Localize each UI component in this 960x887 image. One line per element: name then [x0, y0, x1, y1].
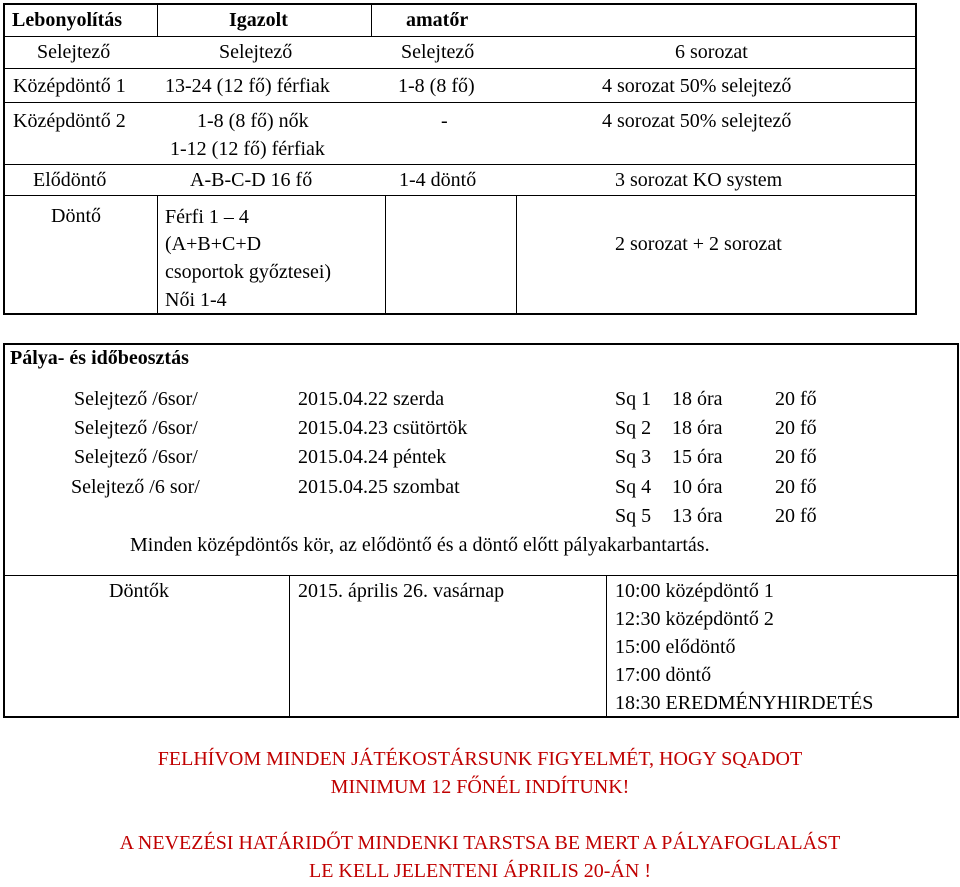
row3-igazolt-women: 1-8 (8 fő) nők	[197, 110, 309, 132]
finals-item-3: 15:00 elődöntő	[615, 636, 736, 658]
sched-row4-court: Sq 4	[615, 476, 652, 498]
sched-row2-date: 2015.04.23 csütörtök	[298, 417, 468, 439]
sched-row2-time: 18 óra	[672, 417, 723, 439]
sched-row2-label: Selejtező /6sor/	[74, 417, 198, 439]
row1-stage: Selejtező	[37, 41, 111, 63]
header-lebonyolitas: Lebonyolítás	[12, 9, 123, 31]
sched-row5-count: 20 fő	[775, 505, 817, 527]
sched-row3-court: Sq 3	[615, 446, 652, 468]
sched-row2-count: 20 fő	[775, 417, 817, 439]
row2-format: 4 sorozat 50% selejtező	[602, 75, 792, 97]
sched-row4-count: 20 fő	[775, 476, 817, 498]
sched-row5-court: Sq 5	[615, 505, 652, 527]
finals-date: 2015. április 26. vasárnap	[298, 580, 505, 602]
sched-row1-court: Sq 1	[615, 388, 652, 410]
row1-format: 6 sorozat	[675, 41, 748, 63]
row2-igazolt: 13-24 (12 fő) férfiak	[165, 75, 330, 97]
row3-stage: Középdöntő 2	[13, 110, 126, 132]
row3-amator: -	[441, 110, 448, 132]
row3-format: 4 sorozat 50% selejtező	[602, 110, 792, 132]
row5-stage: Döntő	[51, 205, 101, 227]
row5-line3: csoportok győztesei)	[165, 261, 332, 283]
finals-item-2: 12:30 középdöntő 2	[615, 608, 774, 630]
row4-format: 3 sorozat KO system	[615, 169, 783, 191]
notice-2-line-1: A NEVEZÉSI HATÁRIDŐT MINDENKI TARSTSA BE MERT A PÁLYAFOGLALÁST	[119, 832, 841, 854]
row3-igazolt-men: 1-12 (12 fő) férfiak	[170, 138, 325, 160]
schedule-title: Pálya- és időbeosztás	[10, 347, 189, 369]
row5-format: 2 sorozat + 2 sorozat	[615, 233, 782, 255]
notice-1-line-2: MINIMUM 12 FŐNÉL INDÍTUNK!	[330, 776, 630, 798]
row1-amator: Selejtező	[401, 41, 475, 63]
maintenance-note: Minden középdöntős kör, az elődöntő és a döntő előtt pályakarbantartás.	[130, 534, 710, 556]
sched-row4-label: Selejtező /6 sor/	[71, 476, 200, 498]
sched-row1-time: 18 óra	[672, 388, 723, 410]
sched-row1-label: Selejtező /6sor/	[74, 388, 198, 410]
row4-stage: Elődöntő	[33, 169, 107, 191]
header-igazolt: Igazolt	[229, 9, 288, 31]
sched-row3-label: Selejtező /6sor/	[74, 446, 198, 468]
sched-row5-time: 13 óra	[672, 505, 723, 527]
finals-item-4: 17:00 döntő	[615, 664, 712, 686]
row5-line1: Férfi 1 – 4	[165, 206, 249, 228]
finals-item-5: 18:30 EREDMÉNYHIRDETÉS	[615, 692, 874, 714]
row2-amator: 1-8 (8 fő)	[398, 75, 475, 97]
sched-row1-count: 20 fő	[775, 388, 817, 410]
row5-line2: (A+B+C+D	[165, 233, 262, 255]
sched-row3-count: 20 fő	[775, 446, 817, 468]
sched-row3-time: 15 óra	[672, 446, 723, 468]
row5-line4: Női 1-4	[165, 289, 227, 311]
header-amator: amatőr	[406, 9, 469, 31]
row4-igazolt: A-B-C-D 16 fő	[190, 169, 313, 191]
sched-row2-court: Sq 2	[615, 417, 652, 439]
notice-2-line-2: LE KELL JELENTENI ÁPRILIS 20-ÁN !	[309, 860, 651, 882]
row1-igazolt: Selejtező	[219, 41, 293, 63]
finals-label: Döntők	[109, 580, 169, 602]
sched-row3-date: 2015.04.24 péntek	[298, 446, 447, 468]
sched-row1-date: 2015.04.22 szerda	[298, 388, 445, 410]
finals-item-1: 10:00 középdöntő 1	[615, 580, 774, 602]
row4-amator: 1-4 döntő	[399, 169, 477, 191]
sched-row4-time: 10 óra	[672, 476, 723, 498]
notice-1-line-1: FELHÍVOM MINDEN JÁTÉKOSTÁRSUNK FIGYELMÉT, HOGY SQADOT	[157, 748, 803, 770]
sched-row4-date: 2015.04.25 szombat	[298, 476, 460, 498]
row2-stage: Középdöntő 1	[13, 75, 126, 97]
